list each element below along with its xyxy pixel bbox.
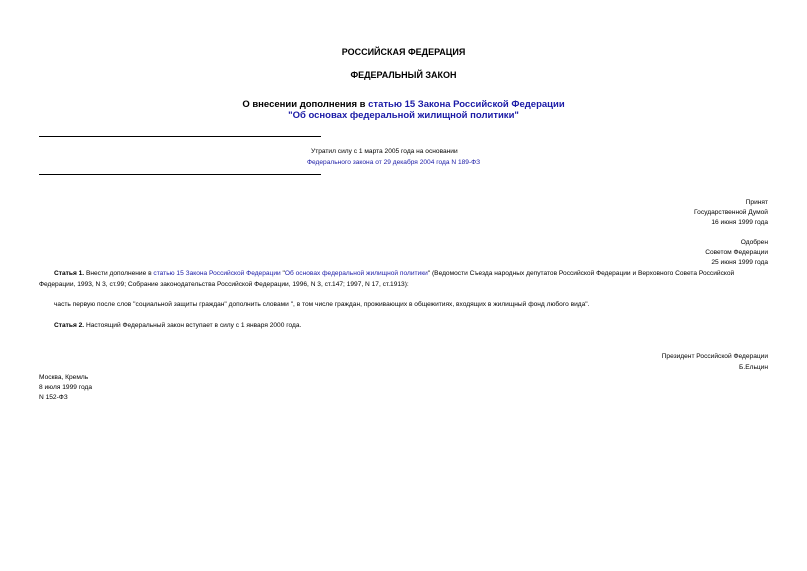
law-number: N 152-ФЗ — [39, 394, 68, 401]
article-2-text: Настоящий Федеральный закон вступает в силу с 1 января 2000 года. — [84, 322, 302, 329]
law-title-line2 — [0, 110, 807, 122]
article-1-text-3: " (Ведомости Съезда народных депутатов Российской Федерации и Верховного Совета Российской Федерации, 1993, N 3, ст.99; Собрание законодательства Российской Федерации, 1996, N 3, ст.147; 1997, N 17, ст.1913): — [39, 270, 735, 288]
accepted-label: Принят — [745, 199, 768, 206]
repeal-note: Утратил силу с 1 марта 2005 года на основании — [311, 148, 458, 155]
article-1 — [39, 268, 769, 290]
country-heading: РОССИЙСКАЯ ФЕДЕРАЦИЯ — [341, 47, 466, 57]
signatory-name: Б.Ельцин — [739, 364, 768, 371]
place-of-signing: Москва, Кремль — [39, 374, 89, 381]
article-2-label: Статья 2. — [54, 322, 85, 329]
approved-by-council: Советом Федерации — [705, 249, 768, 256]
approved-label: Одобрен — [740, 239, 768, 246]
duma-date: 16 июня 1999 года — [711, 219, 768, 226]
article-1-link-article-15[interactable]: статью 15 Закона Российской Федерации — [153, 270, 281, 277]
article-1-link-housing-policy[interactable]: Об основах федеральной жилищной политики — [284, 270, 428, 277]
article-2 — [39, 320, 769, 331]
council-date: 25 июня 1999 года — [711, 259, 768, 266]
article-1-text-2: " — [280, 270, 285, 277]
repeal-link-line — [307, 157, 480, 168]
repeal-law-link[interactable]: Федерального закона от 29 декабря 2004 года N 189-ФЗ — [307, 159, 481, 166]
title-link-housing-policy[interactable]: "Об основах федеральной жилищной политики" — [288, 110, 519, 121]
signatory-position: Президент Российской Федерации — [661, 353, 768, 360]
accepted-by-duma: Государственной Думой — [694, 209, 768, 216]
signing-date: 8 июля 1999 года — [39, 384, 93, 391]
title-prefix: О внесении дополнения в — [242, 99, 369, 110]
article-1-amendment — [39, 299, 769, 310]
amendment-text: часть первую после слов "социальной защиты граждан" дополнить словами ", в том числе граждан, проживающих в общежитиях, входящих в жилищный фонд любого вида". — [54, 301, 590, 308]
article-1-text-1: Внести дополнение в — [84, 270, 154, 277]
divider-top — [39, 136, 321, 137]
article-1-label: Статья 1. — [54, 270, 85, 277]
law-type-heading: ФЕДЕРАЛЬНЫЙ ЗАКОН — [350, 70, 457, 80]
divider-bottom — [39, 174, 321, 175]
title-link-article-15[interactable]: статью 15 Закона Российской Федерации — [368, 99, 565, 110]
